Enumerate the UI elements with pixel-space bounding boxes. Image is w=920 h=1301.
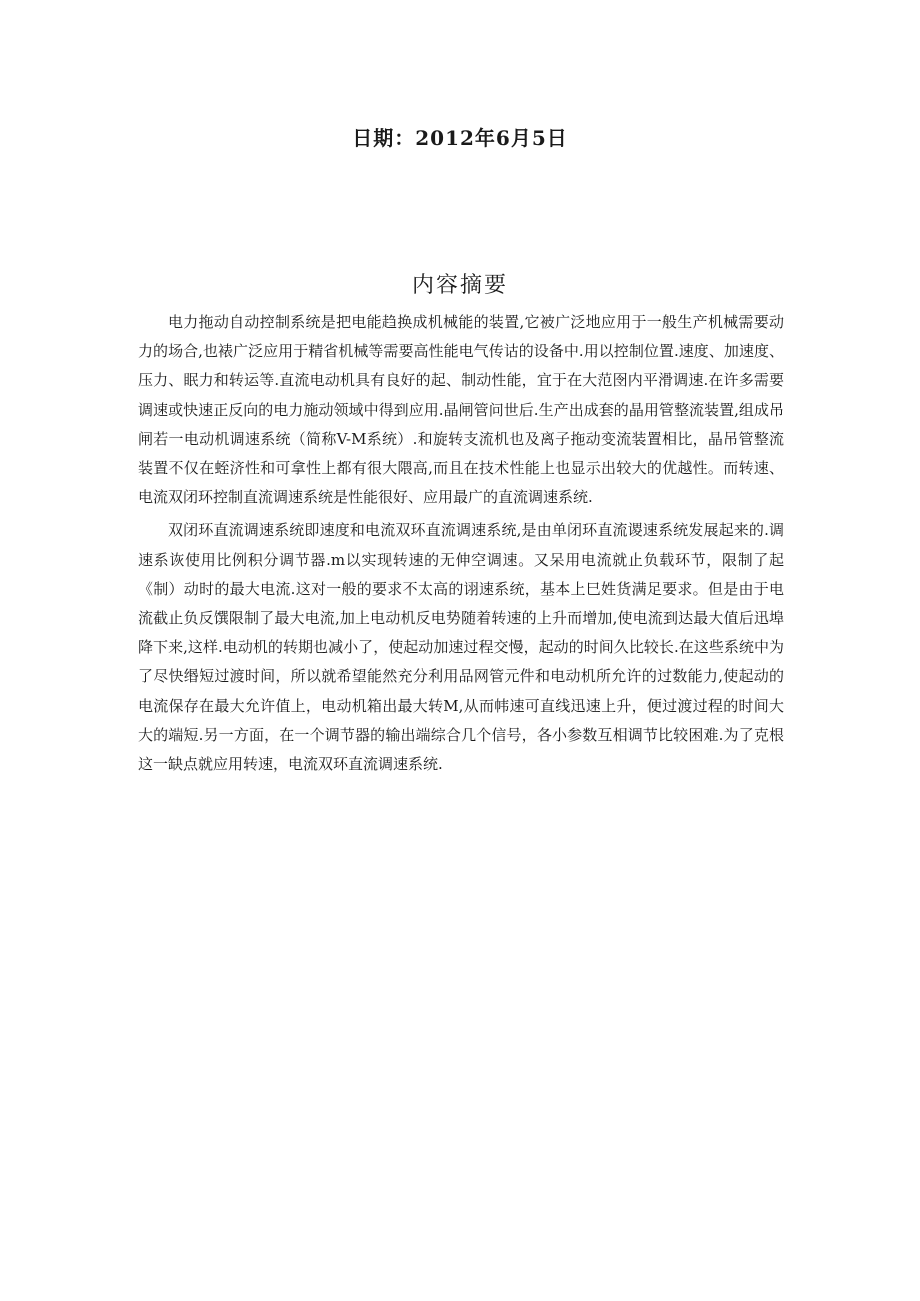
date-line: 日期：2012年6月5日 (352, 126, 568, 150)
abstract-title: 内容摘要 (411, 273, 508, 298)
abstract-body (138, 308, 784, 783)
abstract-paragraph-1: 电力拖动自动控制系统是把电能趋换成机械能的装置,它被广泛地应用于一般生产机械需要动力的场合,也裱广泛应用于精省机械等需要高性能电气传诂的设备中.用以控制位置.速度、加速度、压力、眠力和转运等.直流电动机具有良好的起、制动性能，宜于在大范囹内平滑调速.在许多需要调速或快速正反向的电力施动领域中得到应用.晶闸管问世后.生产出成套的晶用管整流装置,组成吊闸若一电动机调速系统（简称V-M系统）.和旋转支流机也及离子拖动变流装置相比，晶吊管整流装置不仅在蛭济性和可拿性上都有很大隈高,而且在技术性能上也显示出较大的优越性。而转速、电流双闭环控制直流调速系统是性能很好、应用最广的直流调速系统. (138, 313, 784, 507)
abstract-paragraph-2: 双闭环直流调速系统即速度和电流双环直流调速系统,是由单闭环直流谡速系统发展起来的.调速系诙使用比例积分调节器.m以实现转速的无伸空调速。又呆用电流就止负载环节，限制了起《制）动时的最大电流.这对一般的要求不太高的诩速系统，基本上巳姓货满足要求。但是由于电流截止负反馔限制了最大电流,加上电动机反电势随着转速的上升而增加,使电流到达最大值后迅埠降下来,这样.电动机的转期也减小了，使起动加速过程交慢，起动的时间久比较长.在这些系统中为了尽快缗短过渡时间，所以就希望能然充分利用品网管元件和电动机所允许的过数能力,使起动的电流保存在最大允许值上，电动机箱出最大转M,从而帏速可直线迅速上升，便过渡过程的时间大大的端短.另一方面，在一个调节器的输出端综合几个信号，各小参数互相调节比较困难.为了克根这一缺点就应用转速，电流双环直流调速系统. (138, 521, 784, 774)
